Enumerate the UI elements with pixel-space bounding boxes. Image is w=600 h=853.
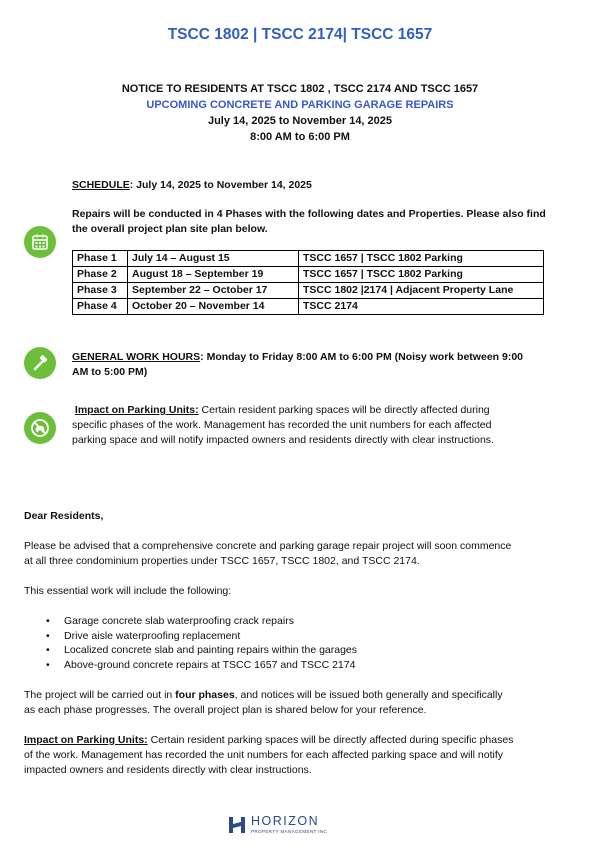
phase-cell: Phase 2 bbox=[73, 267, 128, 283]
dates-cell: October 20 – November 14 bbox=[128, 299, 299, 315]
schedule-line bbox=[72, 178, 312, 193]
phase-cell: Phase 1 bbox=[73, 251, 128, 267]
work-hours: GENERAL WORK HOURS: Monday to Friday 8:00 AM to 6:00 PM (Noisy work between 9:00 AM to 5:00 PM) bbox=[72, 351, 524, 378]
phase-cell: Phase 3 bbox=[73, 283, 128, 299]
notice-heading: NOTICE TO RESIDENTS AT TSCC 1802 , TSCC 2174 AND TSCC 1657 bbox=[121, 83, 479, 95]
parking-impact-label-2: Impact on Parking Units: bbox=[24, 734, 148, 746]
phase-cell: Phase 4 bbox=[73, 299, 128, 315]
work-list bbox=[24, 614, 584, 672]
letter-paragraph-1: Please be advised that a comprehensive concrete and parking garage repair project will soon commence at all three condominium properties under TSCC 1657, TSCC 1802, and TSCC 2174. bbox=[24, 540, 512, 567]
dates-cell: July 14 – August 15 bbox=[128, 251, 299, 267]
no-parking-icon bbox=[24, 412, 56, 444]
list-item: • Above-ground concrete repairs at TSCC 1657 and TSCC 2174 bbox=[24, 658, 584, 673]
dates-cell: September 22 – October 17 bbox=[128, 283, 299, 299]
properties-cell: TSCC 1657 | TSCC 1802 Parking bbox=[299, 251, 544, 267]
calendar-icon bbox=[24, 226, 56, 258]
table-row bbox=[73, 251, 544, 267]
logo-name: HORIZON bbox=[251, 814, 320, 828]
dates-cell: August 18 – September 19 bbox=[128, 267, 299, 283]
schedule-value: : July 14, 2025 to November 14, 2025 bbox=[129, 179, 312, 191]
parking-impact-label: Impact on Parking Units: bbox=[74, 404, 199, 416]
table-row bbox=[73, 299, 544, 315]
horizon-logo bbox=[228, 815, 327, 834]
notice-time-range: 8:00 AM to 6:00 PM bbox=[250, 131, 350, 143]
properties-cell: TSCC 1802 |2174 | Adjacent Property Lane bbox=[299, 283, 544, 299]
work-hours-label: GENERAL WORK HOURS bbox=[72, 351, 201, 363]
table-row bbox=[73, 283, 544, 299]
horizon-logo-icon bbox=[228, 816, 246, 834]
letter-paragraph-2: This essential work will include the following: bbox=[24, 585, 232, 597]
logo-subtitle: PROPERTY MANAGEMENT INC bbox=[251, 828, 328, 834]
schedule-label: SCHEDULE bbox=[72, 179, 130, 191]
properties-cell: TSCC 1657 | TSCC 1802 Parking bbox=[299, 267, 544, 283]
schedule-intro: Repairs will be conducted in 4 Phases with the following dates and Properties. Please also find the overall project plan site plan below. bbox=[72, 208, 546, 235]
parking-impact-box: Impact on Parking Units: Certain resident parking spaces will be directly affected during specific phases of the work. Management has recorded the unit numbers for each affected parking space and will notify impacted owners and residents directly with clear instructions. bbox=[72, 404, 494, 446]
phase-table bbox=[72, 250, 544, 315]
list-item: • Garage concrete slab waterproofing crack repairs bbox=[24, 614, 584, 629]
list-item: • Drive aisle waterproofing replacement bbox=[24, 629, 584, 644]
greeting: Dear Residents, bbox=[24, 510, 104, 522]
list-item: • Localized concrete slab and painting repairs within the garages bbox=[24, 643, 584, 658]
notice-date-range: July 14, 2025 to November 14, 2025 bbox=[207, 115, 393, 127]
table-row bbox=[73, 267, 544, 283]
properties-cell: TSCC 2174 bbox=[299, 299, 544, 315]
page-title: TSCC 1802 | TSCC 2174| TSCC 1657 bbox=[167, 26, 433, 43]
letter-paragraph-4: Impact on Parking Units: Certain resident parking spaces will be directly affected during specific phases of the work. Management has recorded the unit numbers for each affected parking space and will notify impacted owners and residents directly with clear instructions. bbox=[24, 734, 514, 776]
notice-subheading: UPCOMING CONCRETE AND PARKING GARAGE REPAIRS bbox=[146, 99, 454, 111]
letter-paragraph-3: The project will be carried out in four phases, and notices will be issued both generally and specifically as each phase progresses. The overall project plan is shared below for your reference. bbox=[24, 689, 503, 716]
hammer-icon bbox=[24, 347, 56, 379]
